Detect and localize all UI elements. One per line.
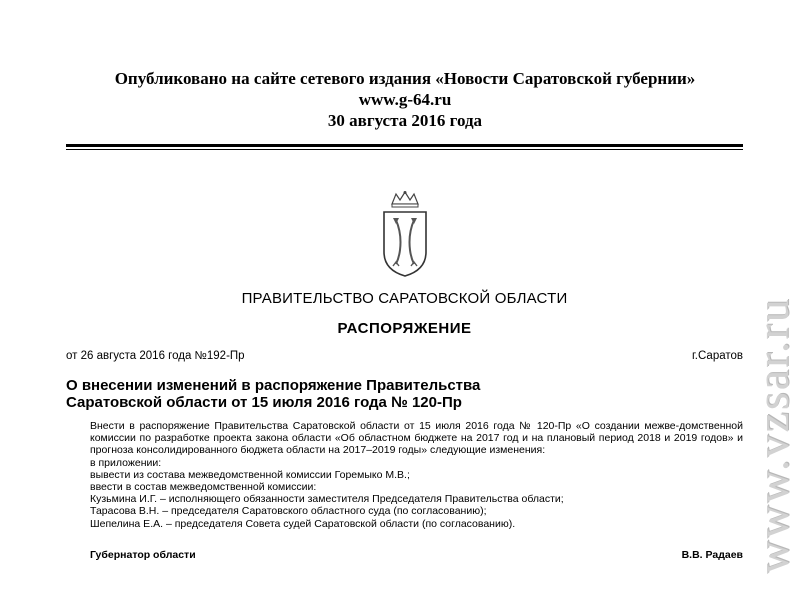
- document-city: г.Саратов: [692, 350, 743, 362]
- signature-position: Губернатор области: [90, 549, 196, 561]
- publication-date: 30 августа 2016 года: [327, 111, 483, 130]
- coat-of-arms-icon: [380, 190, 430, 278]
- publication-line-1: Опубликовано на сайте сетевого издания «Новости Саратовской губернии»: [114, 69, 696, 88]
- body-line: Кузьмина И.Г. – исполняющего обязанности заместителя Председателя Правительства области;: [90, 493, 564, 506]
- document-body: [90, 420, 743, 530]
- document-date-number: от 26 августа 2016 года №192-Пр: [66, 350, 245, 362]
- publication-notice: [60, 68, 750, 131]
- watermark: [742, 270, 800, 600]
- body-line: в приложении:: [90, 456, 162, 469]
- body-intro: Внести в распоряжение Правительства Саратовской области от 15 июля 2016 года № 120-Пр «О создании межве-домственной комиссии по разработке проекта закона области «Об областном бюджете на 2017 год и на плановый период 2018 и 2019 годов» и прогноза консолидированного бюджета области на 2017–2019 годы» следующие изменения:: [90, 420, 743, 457]
- document-title-line-2: Саратовской области от 15 июля 2016 года № 120-Пр: [66, 394, 462, 411]
- divider-thick: [66, 144, 743, 147]
- document-type: РАСПОРЯЖЕНИЕ: [337, 320, 472, 337]
- body-line: Шепелина Е.А. – председателя Совета судей Саратовской области (по согласованию).: [90, 517, 516, 530]
- signature-name: В.В. Радаев: [681, 549, 743, 561]
- divider-thin: [66, 149, 743, 150]
- document-title-line-1: О внесении изменений в распоряжение Правительства: [66, 377, 481, 394]
- government-name: ПРАВИТЕЛЬСТВО САРАТОВСКОЙ ОБЛАСТИ: [241, 290, 568, 307]
- document-title: [66, 377, 626, 411]
- watermark-text: www.vzsar.ru: [746, 296, 798, 574]
- publication-site: www.g-64.ru: [358, 90, 452, 109]
- body-line: ввести в состав межведомственной комиссии:: [90, 481, 317, 494]
- body-line: вывести из состава межведомственной комиссии Горемыко М.В.;: [90, 468, 410, 481]
- body-line: Тарасова В.Н. – председателя Саратовского областного суда (по согласованию);: [90, 505, 487, 518]
